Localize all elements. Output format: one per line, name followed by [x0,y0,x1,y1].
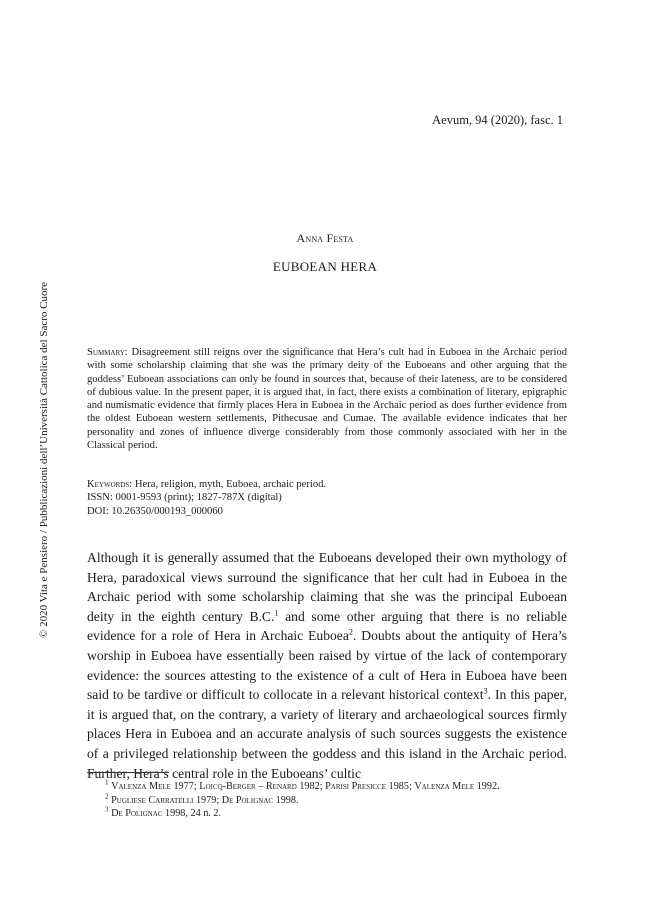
footnote-citation-author: Valenza Mele [111,781,171,792]
footnote-citation-text: 1979; [193,794,222,806]
footnote-number: 1 [105,778,109,787]
author-name: Anna Festa [296,231,354,245]
footnote-3-text [111,808,221,819]
footnote-citation-text: 1982; [296,781,326,792]
summary-label: Summary: [87,347,128,358]
article-meta [87,478,567,518]
keywords-text: Hera, religion, myth, Euboea, archaic period. [134,479,327,490]
footnote-citation-text: 1985; [386,781,415,792]
keywords-line [87,478,567,491]
body-paragraph [87,548,567,783]
doi-line: DOI: 10.26350/000193_000060 [87,505,223,517]
body-text-part-4: . In this paper, it is argued that, on the contrary, a variety of literary and archaeological sources firmly places Hera in Euboea and an accurate analysis of such sources suggests the existence of a privileged relationship between the goddess and this island in the Archaic period. Further, Hera’s central role in the Euboeans’ cultic [87,687,567,781]
footnote-citation-text: 1998, 24 n. 2. [162,808,222,820]
footnotes [87,780,567,821]
footnote-citation-text: 1998. [273,794,299,806]
footnote-citation-author: Pugliese Carratelli [111,794,194,806]
summary-abstract [87,346,567,452]
issn-line: ISSN: 0001-9593 (print); 1827-787X (digital) [87,492,282,504]
footnote-1-text [111,781,500,792]
summary-text: Disagreement still reigns over the significance that Hera’s cult had in Euboea in the Archaic period with some scholarship claiming that she was the primary deity of the Euboeans and other arguing that the goddess’ Euboean associations can only be found in sources that, because of their lateness, are to be considered of dubious value. In the present paper, it is argued that, in fact, there exists a combination of literary, epigraphic and numismatic evidence that firmly places Hera in Euboea in the Archaic period as does further evidence from the oldest Euboean western settlements, Pithecusae and Cumae. The available evidence indicates that her personality and zones of influence diverge considerably from those commonly associated with her in the Classical period. [87,347,567,452]
footnote-number: 3 [105,805,109,814]
body-text-part-3: . Doubts about the antiquity of Hera’s worship in Euboea have essentially been raised by virtue of the lack of contemporary evidence: the sources attesting to the existence of a cult of Hera in Euboea have been said to be tardive or difficult to collocate in a relevant historical context [87,628,567,703]
footnote-3 [87,807,567,821]
footnote-citation-author: Valenza Mele [414,781,475,792]
footnote-citation-author: De Polignac [221,794,274,806]
footnote-ref-1[interactable]: 1 [274,608,279,618]
footnote-ref-3[interactable]: 3 [483,686,488,696]
body-text-part-1: Although it is generally assumed that the Euboeans developed their own mythology of Hera, paradoxical views surround the significance that her cult had in Euboea in the Archaic period with some scholarship claiming that she was the principal Euboean deity in the eighth century B.C. [87,550,567,624]
footnote-ref-2[interactable]: 2 [348,627,353,637]
footnote-1 [87,780,567,794]
footnote-2-text [111,795,298,806]
copyright-sidebar: © 2020 Vita e Pensiero / Pubblicazioni dell’Università Cattolica del Sacro Cuore [38,281,50,639]
footnote-citation-text: 1977; [170,781,200,792]
footnote-number: 2 [105,792,109,801]
footnote-citation-author: Parisi Presicce [325,781,387,792]
footnote-citation-author: Loicq-Berger – Renard [199,781,297,792]
footnote-2 [87,794,567,808]
keywords-label: Keywords: [87,479,133,490]
journal-reference: Aevum, 94 (2020), fasc. 1 [432,113,563,127]
article-title: EUBOEAN HERA [272,259,378,274]
footnote-separator [87,772,169,773]
body-text-part-2: and some other arguing that there is no reliable evidence for a role of Hera in Archaic Euboea [87,608,567,644]
footnote-citation-text: 1992. [474,781,500,792]
footnote-citation-author: De Polignac [111,808,163,820]
